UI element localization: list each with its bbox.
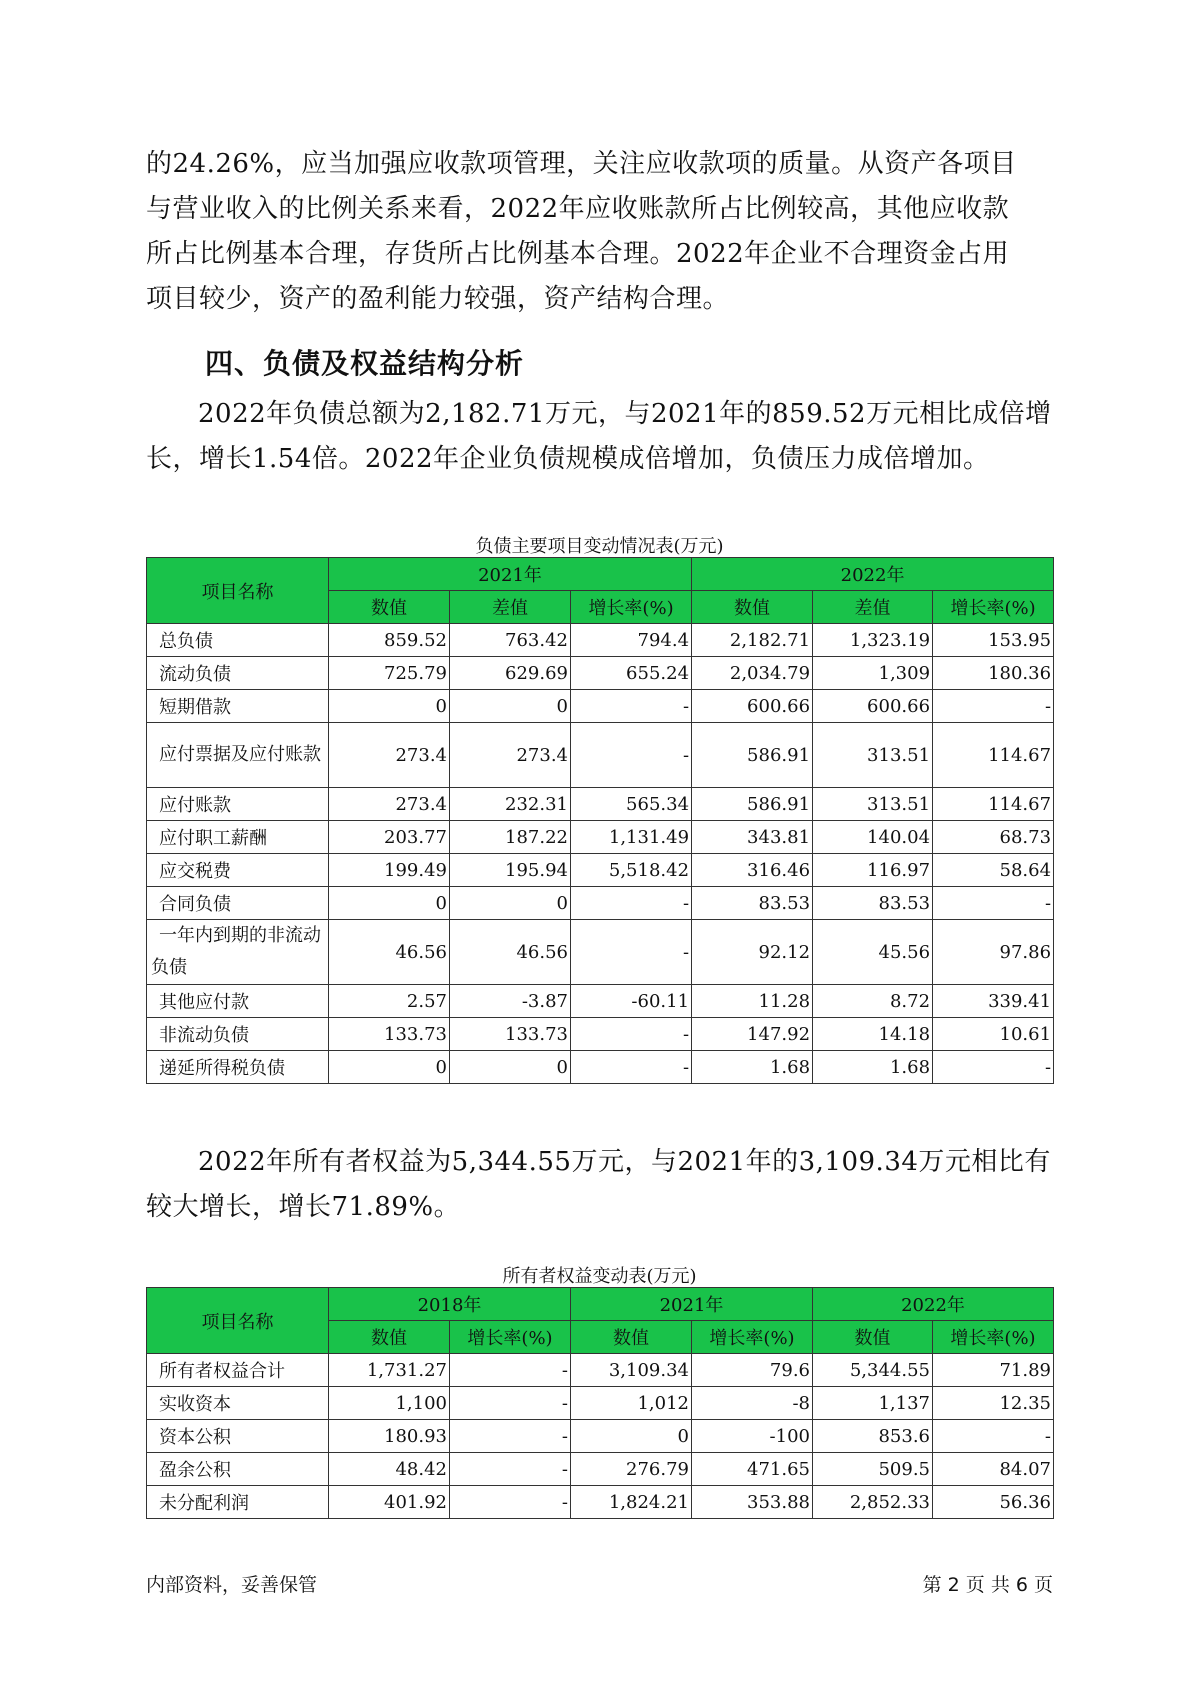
table-cell: 133.73 (450, 1018, 571, 1051)
table-cell: 71.89 (933, 1354, 1054, 1387)
row-label: 总负债 (147, 624, 329, 657)
row-label: 应交税费 (147, 854, 329, 887)
table-cell: 83.53 (813, 887, 933, 920)
table-cell: 316.46 (692, 854, 813, 887)
table-cell: - (450, 1420, 571, 1453)
table-cell: 79.6 (692, 1354, 813, 1387)
table-row (147, 1387, 1054, 1420)
table-cell: - (933, 1420, 1054, 1453)
paragraph-line: 2022年负债总额为2,182.71万元，与2021年的859.52万元相比成倍增 (198, 399, 1052, 429)
column-header: 数值 (571, 1321, 692, 1354)
year-header: 2021年 (571, 1288, 813, 1321)
table-cell: 180.93 (329, 1420, 450, 1453)
table-cell: 0 (329, 887, 450, 920)
table-cell: 2,852.33 (813, 1486, 933, 1519)
table-cell: - (933, 690, 1054, 723)
table-cell: 114.67 (933, 723, 1054, 788)
equity-paragraph (146, 1140, 1051, 1230)
equity-table-caption: 所有者权益变动表(万元) (502, 1266, 697, 1287)
table-cell: 1,131.49 (571, 821, 692, 854)
table-cell: 1.68 (692, 1051, 813, 1084)
table-cell: 56.36 (933, 1486, 1054, 1519)
table-cell: 276.79 (571, 1453, 692, 1486)
table-cell: 353.88 (692, 1486, 813, 1519)
liability-table-caption: 负债主要项目变动情况表(万元) (475, 536, 724, 557)
table-cell: 147.92 (692, 1018, 813, 1051)
table-cell: 140.04 (813, 821, 933, 854)
column-header: 增长率(%) (571, 591, 692, 624)
table-row (147, 1018, 1054, 1051)
table-cell: 46.56 (329, 920, 450, 985)
row-label: 其他应付款 (147, 985, 329, 1018)
row-label: 一年内到期的非流动负债 (147, 920, 329, 985)
table-cell: 1,731.27 (329, 1354, 450, 1387)
table-cell: 273.4 (329, 788, 450, 821)
row-label: 未分配利润 (147, 1486, 329, 1519)
table-cell: -8 (692, 1387, 813, 1420)
table-cell: 58.64 (933, 854, 1054, 887)
table-cell: 2.57 (329, 985, 450, 1018)
paragraph-line: 长，增长1.54倍。2022年企业负债规模成倍增加，负债压力成倍增加。 (146, 444, 990, 474)
table-cell: 600.66 (692, 690, 813, 723)
row-label: 资本公积 (147, 1420, 329, 1453)
table-cell: 133.73 (329, 1018, 450, 1051)
table-cell: 2,182.71 (692, 624, 813, 657)
table-cell: - (450, 1354, 571, 1387)
table-cell: 859.52 (329, 624, 450, 657)
column-header: 增长率(%) (692, 1321, 813, 1354)
table-cell: 313.51 (813, 723, 933, 788)
table-row (147, 1453, 1054, 1486)
column-header: 数值 (692, 591, 813, 624)
equity-table (146, 1287, 1054, 1519)
row-label: 实收资本 (147, 1387, 329, 1420)
table-cell: 8.72 (813, 985, 933, 1018)
table-cell: 97.86 (933, 920, 1054, 985)
table-cell: 187.22 (450, 821, 571, 854)
table-cell: - (933, 1051, 1054, 1084)
table-cell: - (571, 1018, 692, 1051)
table-row (147, 1051, 1054, 1084)
intro-paragraph (146, 142, 1046, 322)
row-label: 递延所得税负债 (147, 1051, 329, 1084)
table-row (147, 821, 1054, 854)
table-row (147, 657, 1054, 690)
table-cell: 195.94 (450, 854, 571, 887)
table-cell: 14.18 (813, 1018, 933, 1051)
table-cell: 1,012 (571, 1387, 692, 1420)
table-row (147, 788, 1054, 821)
table-cell: 2,034.79 (692, 657, 813, 690)
table-cell: - (571, 690, 692, 723)
table-cell: 273.4 (329, 723, 450, 788)
table-row (147, 690, 1054, 723)
table-row (147, 1420, 1054, 1453)
table-cell: 725.79 (329, 657, 450, 690)
year-header: 2022年 (692, 558, 1054, 591)
table-cell: 313.51 (813, 788, 933, 821)
table-cell: 5,518.42 (571, 854, 692, 887)
table-cell: - (571, 887, 692, 920)
table-cell: 655.24 (571, 657, 692, 690)
year-header: 2022年 (813, 1288, 1054, 1321)
table-row (147, 1486, 1054, 1519)
table-cell: 5,344.55 (813, 1354, 933, 1387)
table-cell: 343.81 (692, 821, 813, 854)
table-cell: 84.07 (933, 1453, 1054, 1486)
table-row (147, 920, 1054, 985)
table-cell: 763.42 (450, 624, 571, 657)
table-cell: 339.41 (933, 985, 1054, 1018)
table-cell: - (450, 1387, 571, 1420)
row-label: 流动负债 (147, 657, 329, 690)
table-cell: 199.49 (329, 854, 450, 887)
table-cell: 0 (450, 690, 571, 723)
table-cell: 565.34 (571, 788, 692, 821)
table-row (147, 624, 1054, 657)
table-cell: 0 (450, 1051, 571, 1084)
table-cell: - (933, 887, 1054, 920)
table-row (147, 985, 1054, 1018)
column-header: 项目名称 (147, 1288, 329, 1354)
table-row (147, 723, 1054, 788)
table-cell: 11.28 (692, 985, 813, 1018)
table-cell: - (571, 1051, 692, 1084)
table-row (147, 854, 1054, 887)
liability-table (146, 557, 1054, 1084)
table-cell: 12.35 (933, 1387, 1054, 1420)
table-cell: 600.66 (813, 690, 933, 723)
table-cell: 116.97 (813, 854, 933, 887)
paragraph-line: 所占比例基本合理，存货所占比例基本合理。2022年企业不合理资金占用 (146, 239, 1010, 269)
table-cell: 203.77 (329, 821, 450, 854)
paragraph-line: 项目较少，资产的盈利能力较强，资产结构合理。 (146, 284, 730, 314)
table-cell: 794.4 (571, 624, 692, 657)
row-label: 应付职工薪酬 (147, 821, 329, 854)
table-cell: 153.95 (933, 624, 1054, 657)
column-header: 项目名称 (147, 558, 329, 624)
column-header: 数值 (813, 1321, 933, 1354)
table-row (147, 887, 1054, 920)
table-cell: 46.56 (450, 920, 571, 985)
table-cell: 0 (329, 690, 450, 723)
table-cell: 509.5 (813, 1453, 933, 1486)
table-cell: 0 (450, 887, 571, 920)
row-label: 应付票据及应付账款 (147, 723, 329, 788)
table-cell: 1,137 (813, 1387, 933, 1420)
table-cell: 586.91 (692, 723, 813, 788)
year-header: 2018年 (329, 1288, 571, 1321)
footer-confidential-note: 内部资料，妥善保管 (146, 1574, 318, 1596)
table-cell: 180.36 (933, 657, 1054, 690)
table-cell: 92.12 (692, 920, 813, 985)
table-cell: 1,309 (813, 657, 933, 690)
row-label: 应付账款 (147, 788, 329, 821)
paragraph-line: 与营业收入的比例关系来看，2022年应收账款所占比例较高，其他应收款 (146, 194, 1010, 224)
row-label: 合同负债 (147, 887, 329, 920)
table-cell: 853.6 (813, 1420, 933, 1453)
table-cell: 629.69 (450, 657, 571, 690)
table-cell: 471.65 (692, 1453, 813, 1486)
paragraph-line: 较大增长，增长71.89%。 (146, 1192, 461, 1222)
table-cell: 68.73 (933, 821, 1054, 854)
table-cell: 232.31 (450, 788, 571, 821)
column-header: 数值 (329, 591, 450, 624)
row-label: 非流动负债 (147, 1018, 329, 1051)
table-cell: 3,109.34 (571, 1354, 692, 1387)
table-cell: 45.56 (813, 920, 933, 985)
footer-page-number: 第 2 页 共 6 页 (922, 1574, 1053, 1596)
table-cell: 1,824.21 (571, 1486, 692, 1519)
table-cell: 273.4 (450, 723, 571, 788)
table-cell: 1,323.19 (813, 624, 933, 657)
table-cell: 114.67 (933, 788, 1054, 821)
liability-paragraph (146, 392, 1052, 482)
table-cell: 1,100 (329, 1387, 450, 1420)
table-row (147, 1354, 1054, 1387)
table-cell: 10.61 (933, 1018, 1054, 1051)
row-label: 短期借款 (147, 690, 329, 723)
table-cell: - (571, 723, 692, 788)
row-label: 所有者权益合计 (147, 1354, 329, 1387)
table-cell: - (571, 920, 692, 985)
table-cell: - (450, 1453, 571, 1486)
year-header: 2021年 (329, 558, 692, 591)
table-cell: 83.53 (692, 887, 813, 920)
table-cell: -3.87 (450, 985, 571, 1018)
column-header: 增长率(%) (933, 1321, 1054, 1354)
column-header: 增长率(%) (933, 591, 1054, 624)
paragraph-line: 2022年所有者权益为5,344.55万元，与2021年的3,109.34万元相比有 (198, 1147, 1051, 1177)
table-cell: 401.92 (329, 1486, 450, 1519)
table-cell: -60.11 (571, 985, 692, 1018)
section-heading: 四、负债及权益结构分析 (205, 347, 525, 380)
table-cell: 1.68 (813, 1051, 933, 1084)
table-cell: 0 (329, 1051, 450, 1084)
column-header: 差值 (450, 591, 571, 624)
column-header: 差值 (813, 591, 933, 624)
table-cell: 0 (571, 1420, 692, 1453)
table-cell: - (450, 1486, 571, 1519)
paragraph-line: 的24.26%，应当加强应收款项管理，关注应收款项的质量。从资产各项目 (146, 149, 1017, 179)
table-cell: -100 (692, 1420, 813, 1453)
table-cell: 48.42 (329, 1453, 450, 1486)
column-header: 数值 (329, 1321, 450, 1354)
table-cell: 586.91 (692, 788, 813, 821)
row-label: 盈余公积 (147, 1453, 329, 1486)
column-header: 增长率(%) (450, 1321, 571, 1354)
